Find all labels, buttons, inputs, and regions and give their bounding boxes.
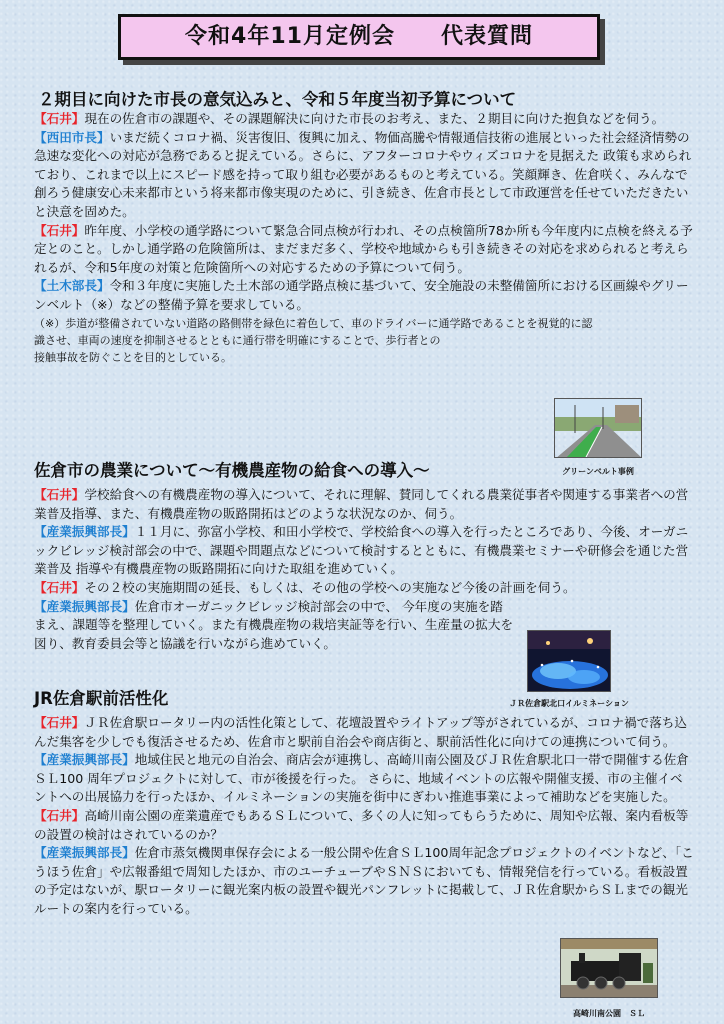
- steam-locomotive-caption: 高崎川南公園 ＳＬ: [573, 1009, 645, 1018]
- qa-item: [34, 714, 694, 751]
- green-belt-photo-image: [555, 399, 642, 458]
- speaker-label: 【西田市長】: [34, 129, 110, 145]
- speaker-label: 【石井】: [34, 715, 85, 730]
- qa-text: 地域住民と地元の自治会、商店会が連携し、高崎川南公園及びＪＲ佐倉駅北口一帯で開催する佐倉ＳＬ100 周年プロジェクトに対して、市が後援を行った。 さらに、地域イベントの広報や開催支援、市の主催イベントへの出展協力を行ったほか、イルミネーションの実施を街中にぎわい推進事業によって補助などを実施した。: [34, 752, 689, 805]
- qa-text: 高崎川南公園の産業遺産でもあるＳＬについて、多くの人に知ってもらうために、周知や広報、案内看板等の設置の検討はされているのか？: [34, 807, 689, 842]
- qa-text: 佐倉市蒸気機関車保存会による一般公開や佐倉ＳＬ100周年記念プロジェクトのイベントなど、「こうほう佐倉」や広報番組で周知したほか、市のユーチューブやＳＮＳにおいても、情報発信を行っている。看板設置の予定はないが、駅ロータリーに観光案内板の設置や観光パンフレットに掲載して、ＪＲ佐倉駅からＳＬまでの観光ルートの案内を行っている。: [34, 845, 694, 916]
- speaker-label: 【産業振興部長】: [34, 524, 135, 540]
- qa-text: 令和３年度に実施した土木部の通学路点検に基づいて、安全施設の未整備箇所における区画線やグリーンベルト（※）などの整備予算を要求している。: [34, 278, 689, 312]
- illumination-caption: ＪＲ佐倉駅北口イルミネーション: [509, 699, 629, 708]
- qa-item: [34, 598, 514, 654]
- footnote: [34, 315, 694, 366]
- speaker-label: 【石井】: [34, 807, 85, 823]
- qa-item: [34, 844, 694, 918]
- qa-item: [34, 523, 694, 579]
- qa-text: いまだ続くコロナ禍、災害復旧、復興に加え、物価高騰や情報通信技術の進展といった社会経済情勢の急速な変化への対応が急務であると捉えている。さらに、アフターコロナやウィズコロナを見据えた 政策も求められており、これまで以上にスピード感を持って取り組む必要があるものと考えている。笑顔輝き、佐倉咲く、みんなで創ろう健康安心未来都市という将来都市像実現のために、引き続き、佐倉市長として市政運営を任せていただきたいと決意を固めた。: [34, 129, 692, 219]
- footnote-line: 接触事故を防ぐことを目的としている。: [34, 350, 232, 364]
- speaker-label: 【土木部長】: [34, 278, 110, 294]
- qa-item: [34, 129, 694, 222]
- qa-item: [34, 222, 694, 278]
- qa-text: １１月に、弥富小学校、和田小学校で、学校給食への導入を行ったところであり、今後、オーガニックビレッジ検討部会の中で、課題や問題点などについて検討するとともに、有機農業セミナーや研修会を通じた営業普及 指導や有機農産物の販路開拓に向けた取組を進めていく。: [34, 524, 689, 577]
- section2-body: [34, 486, 694, 653]
- speaker-label: 【石井】: [34, 111, 85, 126]
- qa-text: 佐倉市オーガニックビレッジ検討部会の中で、 今年度の実施を踏まえ、課題等を整理していく。また有機農産物の栽培実証等を行い、生産量の拡大を図り、教育委員会等と協議を行いながら進めていく。: [34, 598, 514, 651]
- speaker-label: 【石井】: [34, 222, 85, 238]
- qa-text: 現在の佐倉市の課題や、その課題解決に向けた市長のお考え、また、２期目に向けた抱負などを伺う。: [84, 111, 665, 126]
- speaker-label: 【産業振興部長】: [34, 752, 135, 768]
- qa-item: [34, 807, 694, 844]
- speaker-label: 【石井】: [34, 579, 85, 595]
- qa-item: [34, 277, 694, 314]
- steam-locomotive-photo: [560, 938, 658, 998]
- section3-heading: JR佐倉駅前活性化: [34, 689, 169, 708]
- illumination-photo-image: [528, 631, 611, 692]
- illumination-photo: [527, 630, 611, 692]
- section3-body: [34, 714, 694, 919]
- qa-item: [34, 486, 694, 523]
- qa-text: その２校の実施期間の延長、もしくは、その他の学校への実施など今後の計画を伺う。: [84, 579, 576, 595]
- green-belt-photo: [554, 398, 642, 458]
- page-title: 令和4年11月定例会 代表質問: [118, 14, 600, 60]
- footnote-line: （※）歩道が整備されていない道路の路側帯を緑色に着色して、車のドライバーに通学路であることを視覚的に認: [34, 316, 593, 330]
- qa-text: ＪＲ佐倉駅ロータリー内の活性化策として、花壇設置やライトアップ等がされているが、コロナ禍で落ち込んだ集客を少しでも復活させるため、佐倉市と駅前自治会や商店街と、駅前活性化に向けての連携について伺う。: [34, 715, 687, 749]
- speaker-label: 【産業振興部長】: [34, 598, 135, 614]
- qa-text: 学校給食への有機農産物の導入について、それに理解、賛同してくれる農業従事者や関連する事業者への営業普及指導、また、有機農産物の販路開拓はどのような状況なのか、伺う。: [34, 487, 689, 521]
- qa-item: [34, 751, 694, 807]
- section2-heading: 佐倉市の農業について～有機農産物の給食への導入～: [34, 461, 430, 480]
- qa-item: [34, 110, 694, 129]
- green-belt-caption: グリーンベルト事例: [562, 467, 634, 476]
- speaker-label: 【石井】: [34, 487, 85, 502]
- section1-body: [34, 110, 694, 366]
- section1-heading: ２期目に向けた市長の意気込みと、令和５年度当初予算について: [38, 90, 517, 109]
- speaker-label: 【産業振興部長】: [34, 845, 135, 861]
- footnote-line: 識させ、車両の速度を抑制させるとともに通行帯を明確にすることで、歩行者との: [34, 333, 441, 347]
- qa-text: 昨年度、小学校の通学路について緊急合同点検が行われ、その点検箇所78か所も今年度内に点検を終える予定とのこと。しかし通学路の危険箇所は、まだまだ多く、学校や地域からも引き続きその対応を求められると考えられるが、令和5年度の対策と危険箇所への対応するための予算について伺う。: [34, 222, 693, 275]
- steam-locomotive-photo-image: [561, 939, 658, 998]
- qa-item: [34, 579, 694, 598]
